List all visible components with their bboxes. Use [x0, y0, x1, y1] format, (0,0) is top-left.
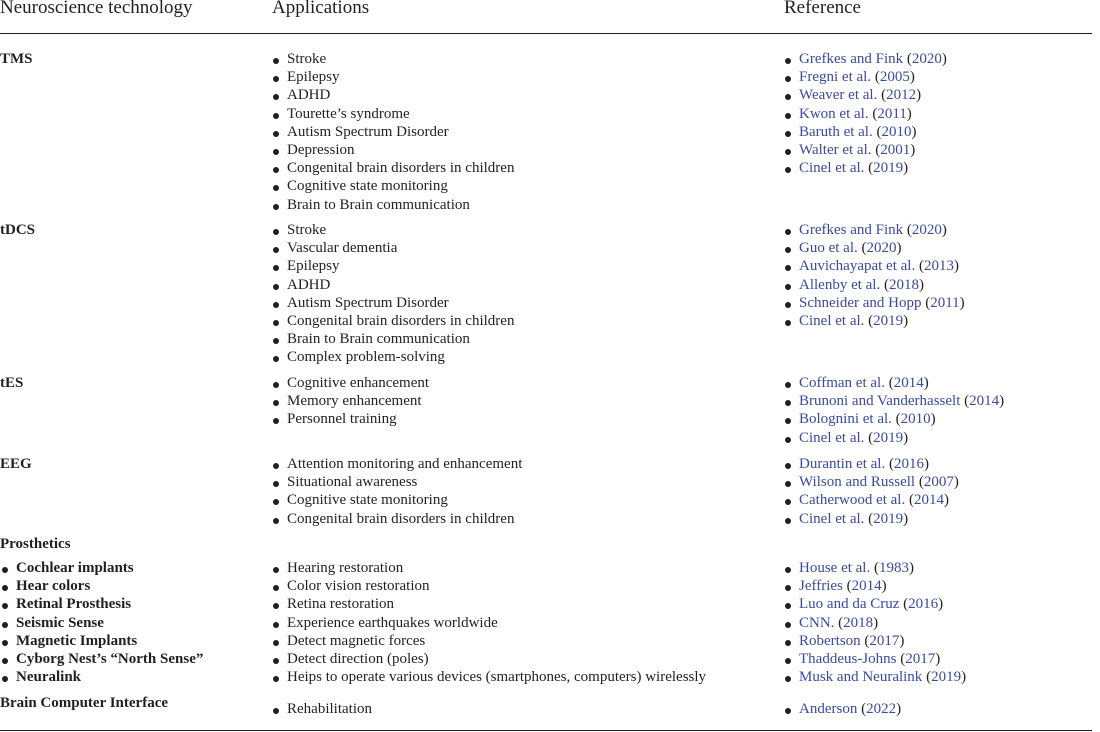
- reference-author-link[interactable]: Fregni et al.: [799, 69, 872, 86]
- open-paren: (: [872, 123, 882, 140]
- reference-author-link[interactable]: Allenby et al.: [799, 276, 881, 293]
- reference-year-link[interactable]: 2019: [873, 429, 904, 446]
- references-list: [784, 221, 965, 330]
- reference-item[interactable]: [784, 473, 959, 491]
- bci-references: [784, 700, 901, 718]
- close-paren: ): [930, 411, 936, 428]
- reference-author-link[interactable]: Walter et al.: [799, 142, 872, 159]
- application-item: Situational awareness: [272, 473, 522, 491]
- reference-author-link[interactable]: Catherwood et al.: [799, 492, 906, 509]
- reference-author-link[interactable]: Weaver et al.: [799, 87, 878, 104]
- reference-item[interactable]: [784, 50, 947, 68]
- reference-author-link[interactable]: Durantin et al.: [799, 456, 886, 472]
- close-paren: ): [899, 632, 905, 649]
- references-list: [784, 374, 1004, 447]
- technology-name: tDCS: [0, 222, 36, 238]
- reference-item[interactable]: [784, 123, 947, 141]
- reference-author-link[interactable]: Grefkes and Fink: [799, 222, 904, 238]
- reference-item[interactable]: [784, 86, 947, 104]
- reference-year-link[interactable]: 2019: [873, 510, 904, 527]
- applications-list: [272, 221, 514, 367]
- prosthetic-technology-item: Neuralink: [1, 668, 203, 686]
- open-paren: (: [857, 701, 867, 717]
- prosthetic-technology-item: Cyborg Nest’s “North Sense”: [1, 650, 203, 668]
- applications-list: [272, 455, 522, 528]
- close-paren: ): [909, 69, 915, 86]
- reference-item[interactable]: [784, 577, 966, 595]
- reference-item[interactable]: [784, 141, 947, 159]
- application-item: Detect magnetic forces: [272, 632, 706, 650]
- open-paren: (: [921, 294, 931, 311]
- open-paren: (: [870, 560, 879, 576]
- reference-year-link[interactable]: 2019: [873, 313, 904, 330]
- reference-year-link[interactable]: 2001: [880, 142, 911, 159]
- reference-year-link[interactable]: 2011: [877, 105, 907, 122]
- prosthetics-tech-list: [1, 559, 203, 686]
- open-paren: (: [903, 51, 912, 67]
- application-item: Cognitive enhancement: [272, 374, 429, 392]
- open-paren: (: [922, 669, 932, 686]
- application-item: Brain to Brain communication: [272, 196, 514, 214]
- close-paren: ): [903, 429, 909, 446]
- reference-item[interactable]: [784, 312, 965, 330]
- reference-item[interactable]: [784, 559, 966, 577]
- reference-item[interactable]: [784, 392, 1004, 410]
- close-paren: ): [953, 474, 959, 491]
- reference-year-link[interactable]: 2017: [869, 632, 900, 649]
- application-item: Color vision restoration: [272, 577, 706, 595]
- close-paren: ): [938, 596, 944, 613]
- reference-year-link[interactable]: 2018: [843, 614, 874, 631]
- reference-year-link[interactable]: 2014: [893, 375, 924, 391]
- reference-item[interactable]: [784, 700, 901, 718]
- prosthetics-applications: [272, 559, 706, 686]
- application-item: Congenital brain disorders in children: [272, 312, 514, 330]
- open-paren: (: [915, 474, 924, 491]
- reference-item[interactable]: [784, 105, 947, 123]
- reference-year-link[interactable]: 2016: [908, 596, 939, 613]
- reference-item[interactable]: [784, 429, 1004, 447]
- reference-item[interactable]: [784, 221, 965, 239]
- reference-item[interactable]: [784, 68, 947, 86]
- reference-author-link[interactable]: CNN.: [799, 614, 835, 631]
- reference-year-link[interactable]: 2007: [923, 474, 954, 491]
- reference-author-link[interactable]: Anderson: [799, 701, 858, 717]
- reference-item[interactable]: [784, 257, 965, 275]
- reference-year-link[interactable]: 2016: [893, 456, 924, 472]
- application-item: Autism Spectrum Disorder: [272, 294, 514, 312]
- application-item: Congenital brain disorders in children: [272, 510, 522, 528]
- reference-year-link[interactable]: 2019: [931, 669, 962, 686]
- reference-item[interactable]: [784, 491, 959, 509]
- reference-author-link[interactable]: Schneider and Hopp: [799, 294, 922, 311]
- references-list: [784, 455, 959, 528]
- table-header: [0, 0, 1100, 33]
- close-paren: ): [961, 669, 967, 686]
- reference-year-link[interactable]: 2014: [851, 578, 882, 595]
- application-item: Experience earthquakes worldwide: [272, 614, 706, 632]
- open-paren: (: [880, 276, 889, 293]
- applications-list: [272, 50, 514, 214]
- open-paren: (: [864, 429, 874, 446]
- reference-year-link[interactable]: 2012: [886, 87, 917, 104]
- close-paren: ): [941, 51, 947, 67]
- close-paren: ): [908, 560, 914, 576]
- reference-author-link[interactable]: Auvichayapat et al.: [799, 258, 916, 275]
- reference-year-link[interactable]: 2017: [905, 651, 936, 668]
- application-item: Cognitive state monitoring: [272, 491, 522, 509]
- close-paren: ): [935, 651, 941, 668]
- reference-item[interactable]: [784, 614, 966, 632]
- close-paren: ): [999, 393, 1005, 410]
- open-paren: (: [857, 240, 867, 257]
- header-rule: [0, 33, 1092, 34]
- reference-year-link[interactable]: 2005: [879, 69, 910, 86]
- reference-item[interactable]: [784, 668, 966, 686]
- reference-author-link[interactable]: Cinel et al.: [799, 160, 865, 177]
- reference-year-link[interactable]: 2020: [866, 240, 897, 257]
- reference-year-link[interactable]: 2019: [873, 160, 904, 177]
- reference-year-link[interactable]: 2018: [888, 276, 919, 293]
- technology-name: EEG: [0, 456, 32, 472]
- reference-item[interactable]: [784, 650, 966, 668]
- close-paren: ): [906, 105, 912, 122]
- reference-item[interactable]: [784, 510, 959, 528]
- close-paren: ): [896, 240, 902, 257]
- reference-author-link[interactable]: Musk and Neuralink: [799, 669, 923, 686]
- application-item: Brain to Brain communication: [272, 330, 514, 348]
- reference-year-link[interactable]: 2013: [923, 258, 954, 275]
- reference-author-link[interactable]: Bolognini et al.: [799, 411, 892, 428]
- reference-item[interactable]: [784, 239, 965, 257]
- reference-item[interactable]: [784, 294, 965, 312]
- application-item: Epilepsy: [272, 257, 514, 275]
- open-paren: (: [905, 492, 914, 509]
- application-item: Heips to operate various devices (smartphones, computers) wirelessly: [272, 668, 706, 686]
- prosthetic-technology-item: Seismic Sense: [1, 614, 203, 632]
- reference-author-link[interactable]: Grefkes and Fink: [799, 51, 904, 67]
- open-paren: (: [834, 614, 844, 631]
- reference-author-link[interactable]: Jeffries: [799, 578, 843, 595]
- reference-item[interactable]: [784, 410, 1004, 428]
- applications-list: [272, 374, 429, 429]
- application-item: Personnel training: [272, 410, 429, 428]
- reference-year-link[interactable]: 2020: [911, 222, 942, 238]
- prosthetic-technology-item: Hear colors: [1, 577, 203, 595]
- open-paren: (: [842, 578, 852, 595]
- application-item: Memory enhancement: [272, 392, 429, 410]
- close-paren: ): [903, 313, 909, 330]
- reference-year-link[interactable]: 1983: [878, 560, 909, 576]
- application-item: Attention monitoring and enhancement: [272, 455, 522, 473]
- open-paren: (: [871, 142, 881, 159]
- close-paren: ): [881, 578, 887, 595]
- open-paren: (: [877, 87, 887, 104]
- bci-applications: [272, 700, 372, 718]
- close-paren: ): [959, 294, 965, 311]
- header-reference: Reference: [784, 0, 861, 18]
- application-item: ADHD: [272, 86, 514, 104]
- open-paren: (: [885, 456, 894, 472]
- application-item: Rehabilitation: [272, 700, 372, 718]
- reference-author-link[interactable]: Cinel et al.: [799, 429, 865, 446]
- reference-year-link[interactable]: 2011: [930, 294, 960, 311]
- close-paren: ): [911, 123, 917, 140]
- bottom-rule: [0, 730, 1092, 731]
- reference-author-link[interactable]: Cinel et al.: [799, 313, 865, 330]
- header-applications: Applications: [272, 0, 370, 18]
- technology-name: tES: [0, 375, 24, 391]
- reference-item[interactable]: [784, 632, 966, 650]
- reference-item[interactable]: [784, 276, 965, 294]
- reference-author-link[interactable]: Wilson and Russell: [799, 474, 916, 491]
- application-item: Complex problem-solving: [272, 348, 514, 366]
- close-paren: ): [903, 510, 909, 527]
- prosthetics-title: Prosthetics: [0, 536, 71, 552]
- reference-author-link[interactable]: Luo and da Cruz: [799, 596, 900, 613]
- open-paren: (: [864, 160, 874, 177]
- open-paren: (: [860, 632, 870, 649]
- application-item: Stroke: [272, 221, 514, 239]
- reference-author-link[interactable]: Brunoni and Vanderhasselt: [799, 393, 961, 410]
- reference-item[interactable]: [784, 374, 1004, 392]
- open-paren: (: [864, 313, 874, 330]
- reference-year-link[interactable]: 2010: [881, 123, 912, 140]
- application-item: Stroke: [272, 50, 514, 68]
- close-paren: ): [910, 142, 916, 159]
- application-item: Tourette’s syndrome: [272, 105, 514, 123]
- reference-year-link[interactable]: 2022: [866, 701, 897, 717]
- open-paren: (: [903, 222, 912, 238]
- application-item: Hearing restoration: [272, 559, 706, 577]
- open-paren: (: [915, 258, 924, 275]
- reference-year-link[interactable]: 2020: [911, 51, 942, 67]
- reference-author-link[interactable]: Guo et al.: [799, 240, 858, 257]
- technology-name: TMS: [0, 51, 33, 67]
- open-paren: (: [896, 651, 906, 668]
- reference-author-link[interactable]: Robertson: [799, 632, 861, 649]
- application-item: Detect direction (poles): [272, 650, 706, 668]
- application-item: Vascular dementia: [272, 239, 514, 257]
- application-item: Depression: [272, 141, 514, 159]
- reference-year-link[interactable]: 2014: [913, 492, 944, 509]
- application-item: ADHD: [272, 276, 514, 294]
- reference-item[interactable]: [784, 595, 966, 613]
- open-paren: (: [960, 393, 970, 410]
- application-item: Retina restoration: [272, 595, 706, 613]
- reference-item[interactable]: [784, 159, 947, 177]
- bci-title: Brain Computer Interface: [0, 695, 169, 711]
- application-item: Cognitive state monitoring: [272, 177, 514, 195]
- close-paren: ): [896, 701, 902, 717]
- reference-author-link[interactable]: House et al.: [799, 560, 871, 576]
- application-item: Autism Spectrum Disorder: [272, 123, 514, 141]
- close-paren: ): [941, 222, 947, 238]
- application-item: Congenital brain disorders in children: [272, 159, 514, 177]
- close-paren: ): [943, 492, 949, 509]
- close-paren: ): [918, 276, 924, 293]
- prosthetics-references: [784, 559, 966, 686]
- open-paren: (: [868, 105, 878, 122]
- close-paren: ): [873, 614, 879, 631]
- reference-item[interactable]: [784, 455, 959, 473]
- open-paren: (: [871, 69, 880, 86]
- prosthetic-technology-item: Cochlear implants: [1, 559, 203, 577]
- close-paren: ): [923, 456, 929, 472]
- prosthetic-technology-item: Magnetic Implants: [1, 632, 203, 650]
- reference-author-link[interactable]: Cinel et al.: [799, 510, 865, 527]
- reference-year-link[interactable]: 2010: [900, 411, 931, 428]
- prosthetic-technology-item: Retinal Prosthesis: [1, 595, 203, 613]
- reference-author-link[interactable]: Thaddeus-Johns: [799, 651, 897, 668]
- reference-author-link[interactable]: Kwon et al.: [799, 105, 869, 122]
- reference-year-link[interactable]: 2014: [969, 393, 1000, 410]
- open-paren: (: [864, 510, 874, 527]
- open-paren: (: [891, 411, 901, 428]
- references-list: [784, 50, 947, 177]
- close-paren: ): [916, 87, 922, 104]
- close-paren: ): [953, 258, 959, 275]
- application-item: Epilepsy: [272, 68, 514, 86]
- reference-author-link[interactable]: Baruth et al.: [799, 123, 873, 140]
- close-paren: ): [903, 160, 909, 177]
- reference-author-link[interactable]: Coffman et al.: [799, 375, 885, 391]
- header-technology: Neuroscience technology: [0, 0, 193, 18]
- open-paren: (: [899, 596, 909, 613]
- close-paren: ): [923, 375, 929, 391]
- open-paren: (: [884, 375, 894, 391]
